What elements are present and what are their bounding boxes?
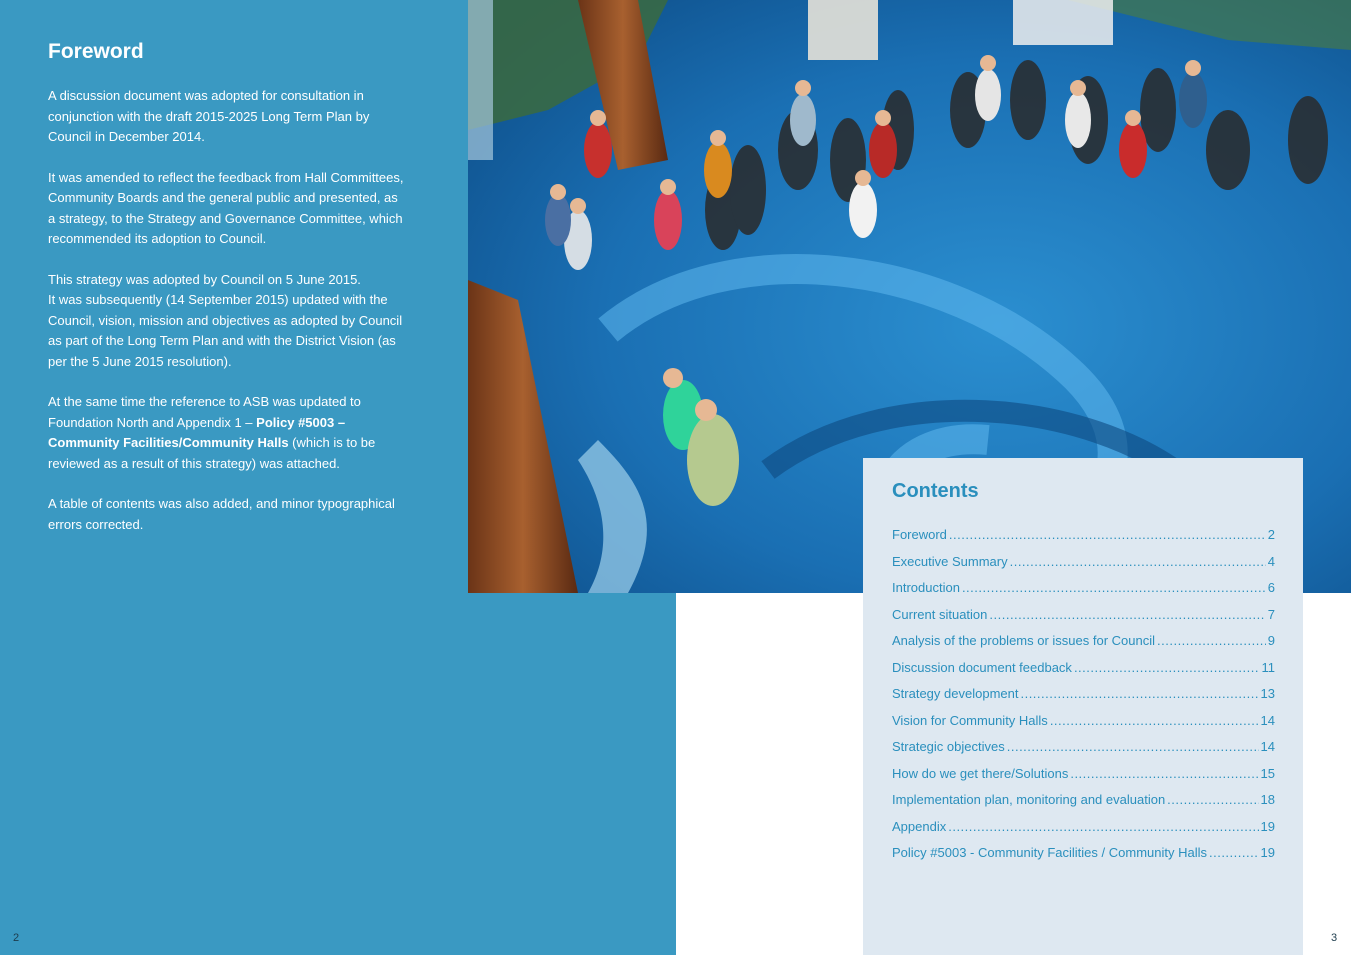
foreword-update-line: It was subsequently (14 September 2015) updated with the Council, vision, mission and objectives as adopted by Council as part of the Long Term Plan and with the District Vision (as per the 5 June 2015 resolution). <box>48 292 403 369</box>
toc-leader-dots <box>948 819 1258 834</box>
toc-leader-dots <box>989 607 1265 622</box>
toc-entry-label: How do we get there/Solutions <box>892 765 1069 781</box>
toc-entry[interactable] <box>892 739 1275 766</box>
toc-entry[interactable] <box>892 607 1275 634</box>
toc-entry-label: Appendix <box>892 818 947 834</box>
toc-leader-dots <box>1010 554 1266 569</box>
foreword-title: Foreword <box>48 40 144 63</box>
toc-entry-label: Introduction <box>892 580 960 595</box>
toc-entry-page: 4 <box>1267 553 1275 569</box>
foreword-p4-intro: At the same time the reference to ASB was updated to Foundation North and Appendix 1 – <box>48 394 361 430</box>
toc-entry-page: 7 <box>1267 606 1275 622</box>
toc-entry-page: 15 <box>1260 765 1275 781</box>
toc-entry[interactable] <box>892 792 1275 819</box>
toc-entry-label: Discussion document feedback <box>892 659 1072 675</box>
toc-entry-page: 18 <box>1260 792 1275 807</box>
toc-leader-dots <box>1070 766 1258 781</box>
policy-reference: Policy #5003 – Community Facilities/Community Halls <box>48 414 346 450</box>
toc-entry[interactable] <box>892 554 1275 581</box>
toc-entry[interactable] <box>892 633 1275 660</box>
toc-entry-page: 19 <box>1260 818 1275 834</box>
toc-leader-dots <box>1007 739 1259 754</box>
toc-entry-label: Strategic objectives <box>892 739 1005 754</box>
foreword-adoption-line: This strategy was adopted by Council on 5 June 2015. <box>48 271 361 287</box>
toc-entry-page: 2 <box>1267 527 1275 542</box>
foreword-paragraph-5: A table of contents was also added, and minor typographical errors corrected. <box>48 496 395 532</box>
toc-entry[interactable] <box>892 580 1275 607</box>
toc-leader-dots <box>962 580 1266 595</box>
toc-entry-label: Analysis of the problems or issues for Council <box>892 633 1156 648</box>
table-of-contents <box>892 527 1275 872</box>
toc-entry-label: Policy #5003 - Community Facilities / Community Halls <box>892 845 1207 860</box>
toc-entry[interactable] <box>892 686 1275 713</box>
toc-entry-label: Vision for Community Halls <box>892 712 1048 728</box>
toc-leader-dots <box>1074 660 1260 675</box>
toc-entry[interactable] <box>892 766 1275 793</box>
toc-leader-dots <box>1167 792 1258 807</box>
contents-title: Contents <box>892 480 979 502</box>
toc-entry-page: 14 <box>1260 712 1275 728</box>
toc-leader-dots <box>1050 713 1259 728</box>
page-number-left: 2 <box>13 932 20 944</box>
toc-entry-page: 11 <box>1261 659 1275 675</box>
foreword-paragraph-1: A discussion document was adopted for consultation in conjunction with the draft 2015-2025 Long Term Plan by Council in December 2014. <box>48 88 370 144</box>
toc-leader-dots <box>1020 686 1258 701</box>
page-number-right: 3 <box>1331 932 1338 944</box>
toc-entry-page: 19 <box>1260 845 1275 860</box>
toc-entry-page: 14 <box>1260 739 1275 754</box>
toc-entry-page: 6 <box>1267 580 1275 595</box>
toc-leader-dots <box>1157 633 1266 648</box>
toc-entry[interactable] <box>892 845 1275 872</box>
foreword-paragraph-3 <box>48 270 408 373</box>
toc-entry[interactable] <box>892 660 1275 687</box>
foreword-section <box>48 40 408 555</box>
toc-entry-label: Strategy development <box>892 686 1019 701</box>
toc-entry-label: Executive Summary <box>892 553 1008 569</box>
toc-entry[interactable] <box>892 713 1275 740</box>
toc-leader-dots <box>949 527 1266 542</box>
toc-entry-label: Current situation <box>892 606 988 622</box>
contents-panel <box>863 458 1303 955</box>
foreword-paragraph-2: It was amended to reflect the feedback from Hall Committees, Community Boards and the general public and presented, as a strategy, to the Strategy and Governance Committee, which recommended its adoption to Council. <box>48 169 404 246</box>
toc-entry[interactable] <box>892 819 1275 846</box>
foreword-p4-tail: (which is to be reviewed as a result of this strategy) was attached. <box>48 435 376 471</box>
foreword-paragraph-4 <box>48 392 408 474</box>
toc-entry-page: 13 <box>1260 686 1275 701</box>
toc-entry[interactable] <box>892 527 1275 554</box>
toc-leader-dots <box>1209 845 1259 860</box>
toc-entry-label: Foreword <box>892 527 947 542</box>
toc-entry-label: Implementation plan, monitoring and evaluation <box>892 792 1166 807</box>
toc-entry-page: 9 <box>1267 633 1275 648</box>
